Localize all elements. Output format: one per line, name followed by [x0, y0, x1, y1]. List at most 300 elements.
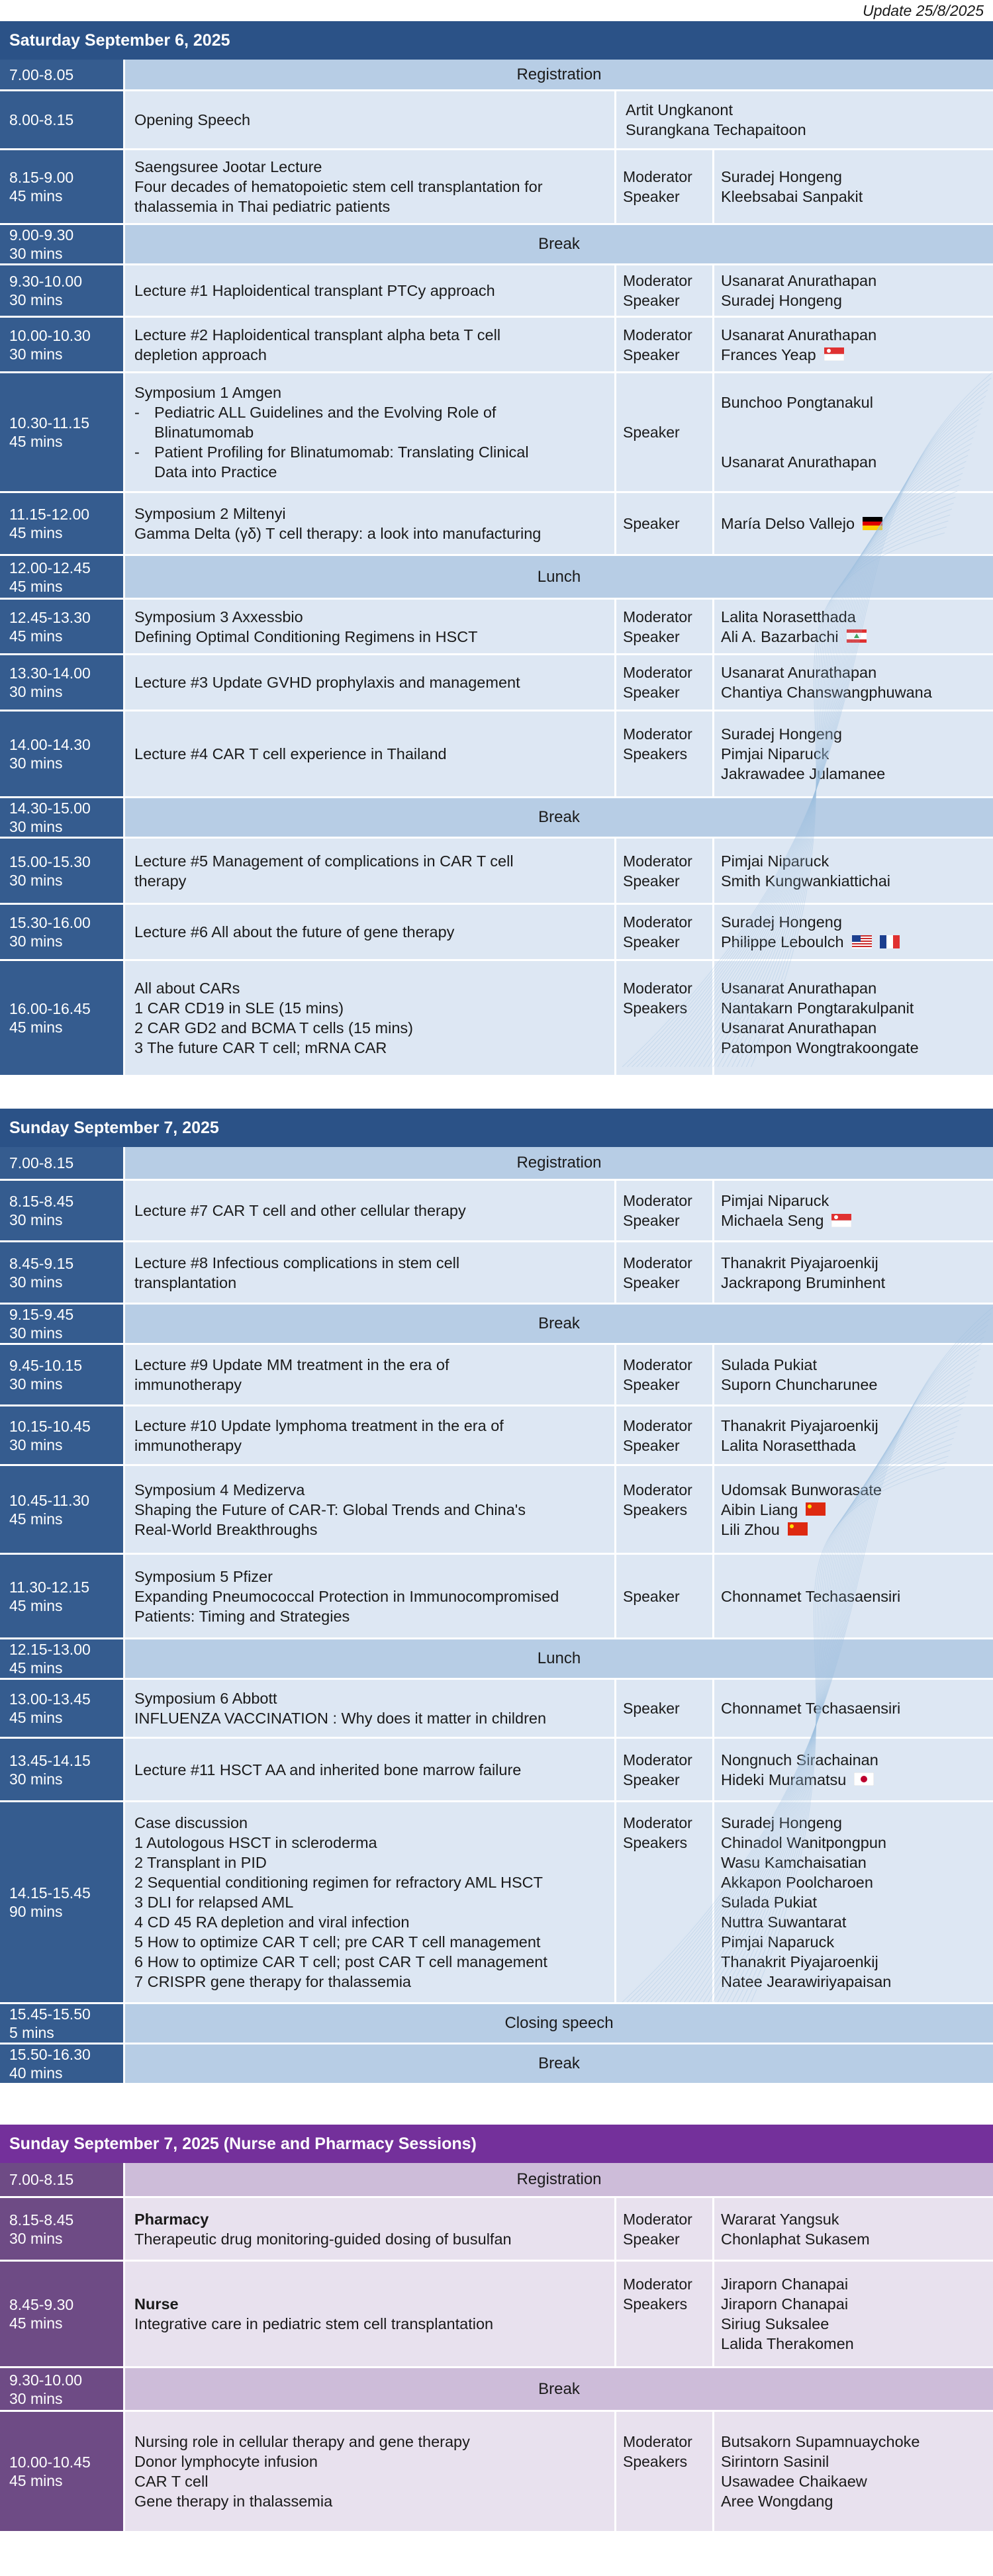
time-cell [0, 905, 123, 959]
role-cell [614, 1739, 712, 1800]
role-label: Speaker [623, 188, 680, 205]
topic-line: 3 The future CAR T cell; mRNA CAR [134, 1039, 387, 1056]
person-name [721, 412, 993, 432]
topic-line: Symposium 1 Amgen [134, 384, 282, 401]
role-label: Speaker [623, 684, 680, 701]
topic-cell [123, 1181, 614, 1240]
schedule-row [0, 1680, 993, 1739]
time-cell [0, 1680, 123, 1737]
person-name-text: Lalida Therakomen [721, 2335, 854, 2352]
person-name [721, 1038, 993, 1058]
role-label: Speaker [623, 627, 680, 645]
role-cell [614, 655, 712, 710]
role-label: Moderator [623, 852, 692, 870]
role-label: Speaker [623, 1212, 680, 1229]
person-name-text: Usanarat Anurathapan [721, 1019, 877, 1036]
time-slot: 13.45-14.15 [9, 1751, 91, 1769]
duration: 30 mins [9, 755, 63, 772]
person-name-text: Suradej Hongeng [721, 1814, 842, 1831]
person-name [721, 1833, 993, 1853]
lebanon-flag-icon [847, 629, 867, 643]
person-name [721, 1750, 993, 1770]
schedule-row [0, 798, 993, 839]
topic-line: Patient Profiling for Blinatumomab: Translating Clinical [154, 443, 529, 461]
duration: 45 mins [9, 1596, 63, 1614]
person-name-text: Wararat Yangsuk [721, 2210, 839, 2228]
time-cell [0, 798, 123, 837]
schedule-row [0, 2045, 993, 2085]
person-name-text: Thanakrit Piyajaroenkij [721, 1254, 878, 1271]
time-slot: 9.30-10.00 [9, 2371, 82, 2389]
role-label: Moderator [623, 1814, 692, 1831]
time-slot: 12.15-13.00 [9, 1641, 91, 1658]
role-label: Moderator [623, 1416, 692, 1434]
person-name [721, 271, 993, 291]
topic-line: Gamma Delta (γδ) T cell therapy: a look into manufacturing [134, 525, 542, 542]
person-name-text: Usanarat Anurathapan [721, 272, 877, 289]
time-slot: 8.45-9.30 [9, 2296, 74, 2313]
topic-line: therapy [134, 872, 187, 890]
person-name-text: Jakrawadee Julamanee [721, 765, 886, 782]
time-cell [0, 1466, 123, 1553]
role-label: Moderator [623, 2433, 692, 2450]
topic-cell [123, 1739, 614, 1800]
time-cell [0, 2163, 123, 2196]
topic-line: Saengsuree Jootar Lecture [134, 158, 322, 175]
duration: 45 mins [9, 1709, 63, 1726]
schedule-row [0, 1802, 993, 2004]
singapore-flag-icon [831, 1214, 851, 1227]
names-cell [712, 318, 993, 371]
time-cell [0, 2262, 123, 2366]
person-name [721, 682, 993, 702]
topic-line: Lecture #8 Infectious complications in stem cell [134, 1254, 460, 1271]
role-cell [614, 150, 712, 223]
role-label: Moderator [623, 664, 692, 681]
topic-line: 1 CAR CD19 in SLE (15 mins) [134, 999, 344, 1017]
person-name [721, 978, 993, 998]
time-slot: 7.00-8.05 [9, 66, 74, 83]
session-band: Break [123, 2368, 993, 2410]
role-cell [614, 712, 712, 796]
person-name-text: Kleebsabai Sanpakit [721, 188, 863, 205]
role-label: Moderator [623, 1751, 692, 1769]
schedule-row [0, 961, 993, 1077]
topic-line: Shaping the Future of CAR-T: Global Trends and China's [134, 1500, 526, 1518]
topic-line: 5 How to optimize CAR T cell; pre CAR T cell management [134, 1933, 541, 1951]
role-label: Speakers [623, 2295, 688, 2313]
role-label: Moderator [623, 2210, 692, 2228]
session-band: Registration [123, 2163, 993, 2196]
duration: 90 mins [9, 1903, 63, 1920]
person-name [721, 871, 993, 891]
topic-line: Therapeutic drug monitoring-guided dosing of busulfan [134, 2230, 512, 2248]
session-band: Registration [123, 60, 993, 89]
time-slot: 10.15-10.45 [9, 1417, 91, 1435]
role-label [623, 1932, 712, 1952]
person-name [721, 1253, 993, 1273]
schedule-row [0, 2368, 993, 2412]
time-slot: 8.00-8.15 [9, 111, 74, 128]
person-name-text: Artit Ungkanont [626, 101, 733, 118]
person-name-text: Smith Kungwankiattichai [721, 872, 891, 890]
time-slot: 15.30-16.00 [9, 914, 91, 931]
topic-line: transplantation [134, 1273, 237, 1291]
person-name [721, 1912, 993, 1932]
duration: 30 mins [9, 1324, 63, 1342]
role-cell [614, 373, 712, 491]
person-name-text: Aree Wongdang [721, 2493, 833, 2510]
topic-line: Donor lymphocyte infusion [134, 2453, 318, 2470]
role-label: Speakers [623, 1834, 688, 1851]
duration: 30 mins [9, 345, 63, 363]
person-name [721, 998, 993, 1018]
names-cell [712, 1406, 993, 1464]
person-name-text: Natee Jearawiriyapaisan [721, 1973, 892, 1990]
person-name-text: Suradej Hongeng [721, 913, 842, 931]
role-label: Speaker [623, 515, 680, 532]
role-cell [614, 905, 712, 959]
person-name [721, 764, 993, 784]
time-cell [0, 1305, 123, 1343]
person-name-text: Suradej Hongeng [721, 292, 842, 309]
topic-line: Lecture #11 HSCT AA and inherited bone marrow failure [134, 1761, 522, 1778]
session-band: Closing speech [123, 2004, 993, 2043]
time-cell [0, 318, 123, 371]
person-name [721, 607, 993, 627]
topic-line: 6 How to optimize CAR T cell; post CAR T cell management [134, 1953, 547, 1970]
role-label: Moderator [623, 1192, 692, 1209]
person-name [721, 1872, 993, 1892]
person-name-text: Jiraporn Chanapai [721, 2276, 849, 2293]
role-cell [614, 493, 712, 554]
person-name-text: Patompon Wongtrakoongate [721, 1039, 919, 1056]
topic-line: 2 Transplant in PID [134, 1854, 267, 1871]
person-name [721, 627, 993, 647]
names-cell [712, 1181, 993, 1240]
topic-cell [123, 655, 614, 710]
person-name [721, 2294, 993, 2314]
person-name-text: Lili Zhou [721, 1520, 780, 1538]
role-label: Speaker [623, 2230, 680, 2248]
role-cell [614, 1345, 712, 1404]
person-name-text: Nantakarn Pongtarakulpanit [721, 999, 914, 1017]
time-cell [0, 1739, 123, 1800]
role-label: Speakers [623, 745, 688, 762]
person-name-text: Chonlaphat Sukasem [721, 2230, 870, 2248]
day3-schedule [0, 2163, 993, 2533]
topic-line: immunotherapy [134, 1376, 242, 1393]
time-cell [0, 60, 123, 89]
singapore-flag-icon [824, 347, 844, 361]
topic-line: Pediatric ALL Guidelines and the Evolving Role of [154, 404, 496, 421]
role-label [623, 2471, 712, 2491]
role-cell [614, 961, 712, 1075]
person-name-text: Thanakrit Piyajaroenkij [721, 1953, 878, 1970]
duration: 30 mins [9, 1211, 63, 1228]
topic-line: Lecture #10 Update lymphoma treatment in the era of [134, 1416, 504, 1434]
person-name [721, 1211, 993, 1230]
person-name-text: Sulada Pukiat [721, 1356, 818, 1373]
person-name [721, 1273, 993, 1293]
names-cell [712, 373, 993, 491]
person-name-text: Lalita Norasetthada [721, 608, 856, 625]
duration: 30 mins [9, 933, 63, 950]
topic-line: Real-World Breakthroughs [134, 1520, 318, 1538]
time-cell [0, 712, 123, 796]
time-cell [0, 1181, 123, 1240]
duration: 30 mins [9, 245, 63, 262]
person-name [721, 1813, 993, 1833]
time-cell [0, 373, 123, 491]
role-label [623, 1520, 712, 1540]
time-slot: 14.15-15.45 [9, 1884, 91, 1902]
person-name-text: María Delso Vallejo [721, 515, 855, 532]
role-label [623, 2314, 712, 2334]
schedule-row [0, 712, 993, 798]
time-cell [0, 1555, 123, 1637]
person-name [721, 1770, 993, 1790]
topic-line: Lecture #5 Management of complications in CAR T cell [134, 852, 514, 870]
person-name-text: Jackrapong Bruminhent [721, 1273, 886, 1291]
duration: 30 mins [9, 291, 63, 308]
time-cell [0, 839, 123, 903]
duration: 45 mins [9, 577, 63, 595]
topic-line: Case discussion [134, 1814, 248, 1831]
duration: 30 mins [9, 683, 63, 700]
names-cell [712, 712, 993, 796]
role-label [623, 1892, 712, 1912]
person-name [721, 912, 993, 932]
time-cell [0, 91, 123, 148]
time-slot: 14.00-14.30 [9, 736, 91, 753]
time-cell [0, 2412, 123, 2531]
topic-cell [123, 1802, 614, 2002]
person-name [721, 291, 993, 310]
role-label: Moderator [623, 725, 692, 743]
topic-cell [123, 839, 614, 903]
role-label [623, 1038, 712, 1058]
person-name-text: Usanarat Anurathapan [721, 453, 877, 471]
time-cell [0, 225, 123, 263]
names-cell [712, 493, 993, 554]
person-name [721, 2209, 993, 2229]
duration: 30 mins [9, 1273, 63, 1291]
person-name-text: Pimjai Niparuck [721, 1192, 829, 1209]
time-slot: 10.45-11.30 [9, 1491, 90, 1509]
topic-line: Expanding Pneumococcal Protection in Immunocompromised [134, 1587, 559, 1605]
duration: 45 mins [9, 524, 63, 541]
topic-cell [123, 91, 614, 148]
role-label: Speaker [623, 872, 680, 890]
time-slot: 11.15-12.00 [9, 506, 90, 523]
role-label: Moderator [623, 2276, 692, 2293]
topic-cell [123, 1555, 614, 1637]
person-name-text: Usanarat Anurathapan [721, 980, 877, 997]
person-name-text: Sirintorn Sasinil [721, 2453, 829, 2470]
role-cell [614, 839, 712, 903]
france-flag-icon [880, 935, 900, 948]
duration: 45 mins [9, 1659, 63, 1677]
person-name [721, 1972, 993, 1992]
topic-line: 2 CAR GD2 and BCMA T cells (15 mins) [134, 1019, 413, 1036]
person-name [721, 2334, 993, 2354]
topic-line: Lecture #2 Haploidentical transplant alpha beta T cell [134, 326, 501, 344]
role-cell [614, 1555, 712, 1637]
day3-title: Sunday September 7, 2025 (Nurse and Pharmacy Sessions) [0, 2125, 993, 2163]
topic-line: Lecture #7 CAR T cell and other cellular therapy [134, 1202, 466, 1219]
duration: 30 mins [9, 1375, 63, 1393]
schedule-row [0, 373, 993, 493]
person-name-text: Pimjai Niparuck [721, 852, 829, 870]
time-cell [0, 1639, 123, 1678]
day2-schedule [0, 1147, 993, 2085]
session-band: Break [123, 1305, 993, 1343]
duration: 30 mins [9, 2389, 63, 2407]
topic-line: Defining Optimal Conditioning Regimens in HSCT [134, 627, 478, 645]
person-name-text: Suradej Hongeng [721, 168, 842, 185]
day1-section [0, 21, 993, 1077]
time-slot: 9.00-9.30 [9, 226, 74, 244]
topic-line: 3 DLI for relapsed AML [134, 1894, 294, 1911]
time-slot: 13.00-13.45 [9, 1690, 91, 1708]
time-slot: 8.15-8.45 [9, 1193, 74, 1210]
schedule-row [0, 493, 993, 556]
person-name-text: Hideki Muramatsu [721, 1771, 847, 1788]
topic-line: Data into Practice [154, 463, 277, 481]
topic-line: Four decades of hematopoietic stem cell transplantation for [134, 178, 543, 195]
topic-cell [123, 1680, 614, 1737]
role-cell [614, 600, 712, 653]
japan-flag-icon [854, 1772, 874, 1786]
person-name-text: Surangkana Techapaitoon [626, 121, 806, 138]
role-label: Moderator [623, 980, 692, 997]
bullet-dash: - [134, 443, 140, 461]
schedule-row [0, 2163, 993, 2198]
topic-line: 4 CD 45 RA depletion and viral infection [134, 1913, 410, 1931]
person-name [721, 1587, 993, 1606]
person-name [721, 1520, 993, 1540]
duration: 45 mins [9, 2315, 63, 2332]
person-name-text: Michaela Seng [721, 1212, 824, 1229]
time-cell [0, 493, 123, 554]
schedule-row [0, 1739, 993, 1802]
names-cell [712, 1802, 993, 2002]
person-name [721, 325, 993, 345]
role-cell [614, 1181, 712, 1240]
time-slot: 15.00-15.30 [9, 852, 91, 870]
time-slot: 14.30-15.00 [9, 800, 91, 817]
person-name [626, 120, 993, 140]
duration: 30 mins [9, 871, 63, 889]
time-cell [0, 556, 123, 598]
schedule-row [0, 556, 993, 600]
topic-line: thalassemia in Thai pediatric patients [134, 198, 391, 215]
time-slot: 7.00-8.15 [9, 1154, 74, 1172]
topic-line: Symposium 5 Pfizer [134, 1567, 273, 1585]
names-cell [712, 150, 993, 223]
session-band: Break [123, 2045, 993, 2083]
person-name [721, 851, 993, 871]
schedule-row [0, 1345, 993, 1406]
person-name-text: Philippe Leboulch [721, 933, 844, 950]
time-cell [0, 961, 123, 1075]
duration: 45 mins [9, 2472, 63, 2489]
time-slot: 11.30-12.15 [9, 1578, 90, 1596]
person-name-text: Chantiya Chanswangphuwana [721, 684, 932, 701]
person-name [721, 514, 993, 533]
topic-line: immunotherapy [134, 1436, 242, 1454]
role-label: Speaker [623, 933, 680, 950]
names-cell [712, 905, 993, 959]
time-slot: 15.50-16.30 [9, 2046, 91, 2063]
time-cell [0, 1345, 123, 1404]
topic-cell [123, 1242, 614, 1303]
names-cell [712, 1466, 993, 1553]
role-label: Speaker [623, 1436, 680, 1454]
names-cell [712, 2198, 993, 2260]
schedule-row [0, 1181, 993, 1242]
person-name [721, 187, 993, 207]
person-name-text: Udomsak Bunworasate [721, 1481, 882, 1498]
topic-line: Patients: Timing and Strategies [134, 1607, 350, 1625]
time-cell [0, 1406, 123, 1464]
topic-line: Symposium 2 Miltenyi [134, 505, 286, 522]
names-cell [712, 961, 993, 1075]
time-slot: 9.45-10.15 [9, 1357, 82, 1374]
names-cell [614, 91, 993, 148]
time-slot: 9.15-9.45 [9, 1306, 74, 1323]
names-cell [712, 2262, 993, 2366]
topic-bullet [134, 402, 608, 422]
person-name [721, 1952, 993, 1972]
person-name-text: Wasu Kamchaisatian [721, 1854, 867, 1871]
topic-line: Lecture #9 Update MM treatment in the era of [134, 1356, 449, 1373]
role-label [623, 1853, 712, 1872]
duration: 40 mins [9, 2064, 63, 2082]
person-name [721, 392, 993, 412]
person-name-text: Thanakrit Piyajaroenkij [721, 1416, 878, 1434]
topic-line: Nurse [134, 2295, 179, 2313]
time-slot: 10.30-11.15 [9, 414, 90, 432]
update-date: Update 25/8/2025 [863, 2, 984, 19]
day1-schedule [0, 60, 993, 1077]
person-name [721, 663, 993, 682]
topic-cell [123, 2262, 614, 2366]
bullet-dash: - [134, 404, 140, 421]
person-name-text: Akkapon Poolcharoen [721, 1874, 873, 1891]
topic-line: Lecture #4 CAR T cell experience in Thailand [134, 745, 447, 762]
person-name-text: Bunchoo Pongtanakul [721, 394, 873, 411]
person-name-text: Lalita Norasetthada [721, 1436, 856, 1454]
topic-line: INFLUENZA VACCINATION : Why does it matter in children [134, 1710, 547, 1727]
schedule-row [0, 2412, 993, 2533]
names-cell [712, 265, 993, 316]
topic-line: Symposium 6 Abbott [134, 1690, 277, 1707]
person-name-text: Butsakorn Supamnuaychoke [721, 2433, 920, 2450]
time-slot: 7.00-8.15 [9, 2171, 74, 2188]
time-cell [0, 600, 123, 653]
names-cell [712, 1555, 993, 1637]
person-name [721, 1892, 993, 1912]
topic-line: All about CARs [134, 980, 240, 997]
topic-cell [123, 2198, 614, 2260]
time-cell [0, 1242, 123, 1303]
role-label: Speaker [623, 1771, 680, 1788]
time-slot: 8.45-9.15 [9, 1254, 74, 1272]
day3-section [0, 2125, 993, 2533]
role-cell [614, 1242, 712, 1303]
